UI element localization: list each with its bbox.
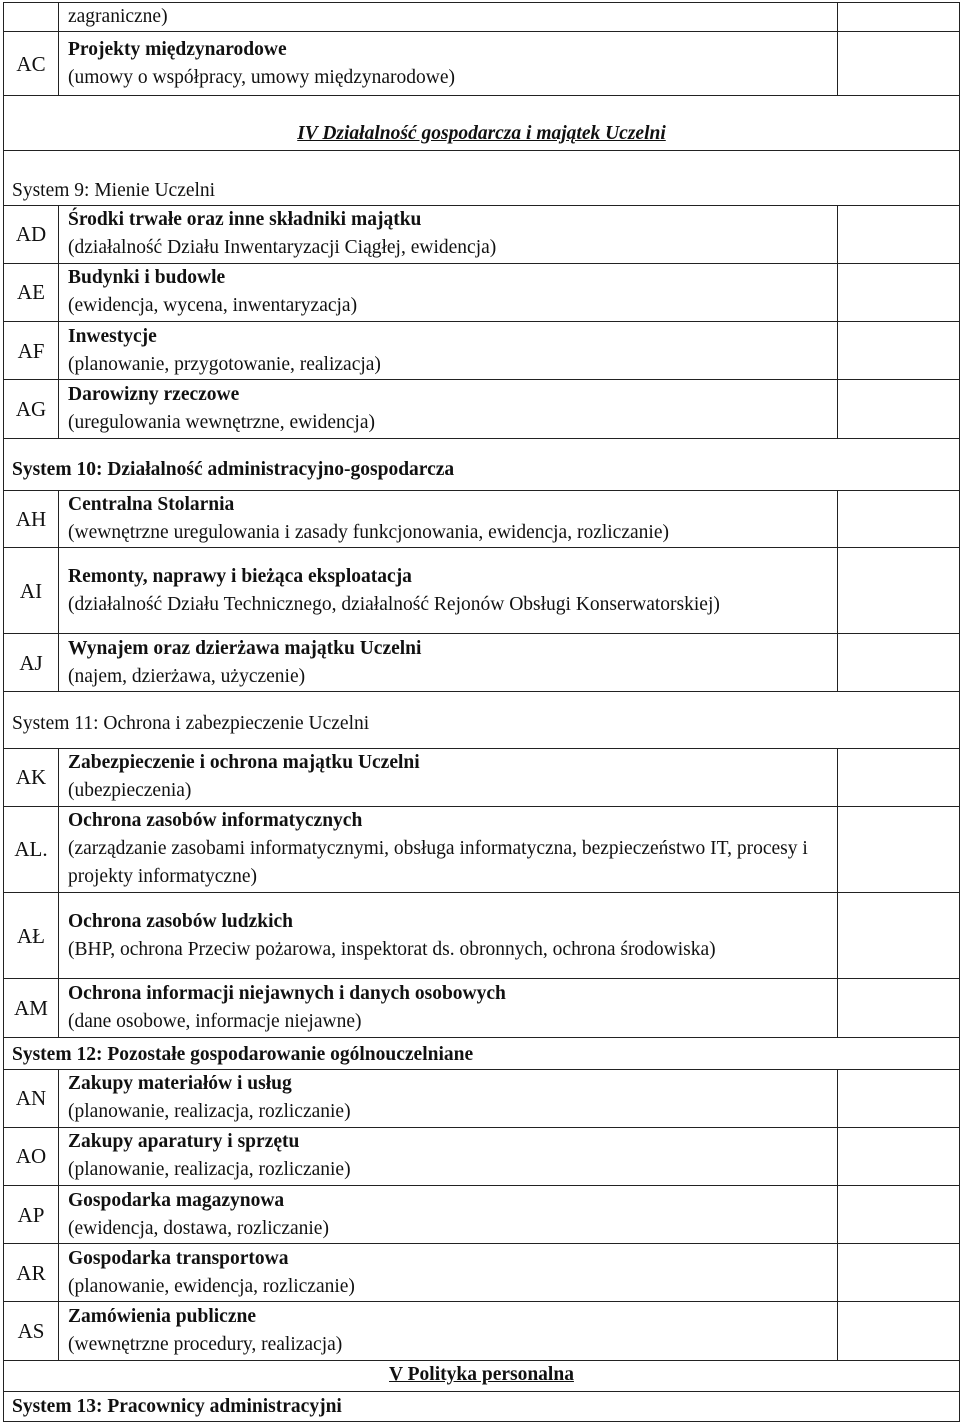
row-description: [59, 490, 838, 547]
system-heading: System 12: Pozostałe gospodarowanie ogólnouczelniane: [4, 1037, 960, 1069]
row-description: [59, 634, 838, 692]
row-detail: (umowy o współpracy, umowy międzynarodowe): [68, 66, 456, 88]
empty-cell: [838, 1391, 960, 1421]
table-row: [4, 1244, 960, 1302]
system-heading: System 13: Pracownicy administracyjni: [4, 1391, 838, 1421]
system-heading: System 9: Mienie Uczelni: [4, 150, 960, 205]
table-row: [4, 263, 960, 321]
row-detail: (uregulowania wewnętrzne, ewidencja): [68, 411, 375, 433]
table-row: [4, 32, 960, 96]
table-row: [4, 1302, 960, 1360]
table-row: [4, 748, 960, 806]
row-name: Ochrona zasobów ludzkich: [68, 910, 294, 932]
table-row: [4, 1186, 960, 1244]
table-row: [4, 893, 960, 979]
row-description: [59, 32, 838, 96]
empty-cell: [838, 3, 960, 32]
row-name: Gospodarka transportowa: [68, 1247, 289, 1269]
table-row: [4, 806, 960, 892]
row-code: AF: [4, 322, 59, 380]
row-description: [59, 893, 838, 979]
row-code: AR: [4, 1244, 59, 1302]
row-detail: (planowanie, ewidencja, rozliczanie): [68, 1275, 355, 1297]
row-description: [59, 1244, 838, 1302]
table-row: [4, 438, 960, 490]
row-detail: (dane osobowe, informacje niejawne): [68, 1010, 362, 1032]
row-detail: (wewnętrzne procedury, realizacja): [68, 1334, 343, 1356]
row-name: Projekty międzynarodowe: [68, 38, 287, 60]
row-code: AL.: [4, 806, 59, 892]
row-description: [59, 748, 838, 806]
table-row: [4, 96, 960, 150]
system-heading: System 11: Ochrona i zabezpieczenie Uczelni: [4, 692, 960, 748]
row-detail: (planowanie, przygotowanie, realizacja): [68, 353, 381, 375]
row-code: AS: [4, 1302, 59, 1360]
row-detail: (działalność Działu Technicznego, działalność Rejonów Obsługi Konserwatorskiej): [68, 593, 720, 615]
empty-cell: [838, 1302, 960, 1360]
table-row: [4, 1037, 960, 1069]
row-detail: (BHP, ochrona Przeciw pożarowa, inspektorat ds. obronnych, ochrona środowiska): [68, 938, 716, 960]
row-detail: (zarządzanie zasobami informatycznymi, obsługa informatyczna, bezpieczeństwo IT, procesy i projekty informatyczne): [68, 838, 808, 888]
table-row: [4, 322, 960, 380]
row-description: [59, 806, 838, 892]
row-detail: (wewnętrzne uregulowania i zasady funkcjonowania, ewidencja, rozliczanie): [68, 521, 669, 543]
empty-cell: [838, 205, 960, 263]
empty-cell: [838, 1127, 960, 1185]
table-row: [4, 1360, 960, 1391]
table-row: [4, 979, 960, 1037]
row-name: Darowizny rzeczowe: [68, 383, 240, 405]
row-code: AH: [4, 490, 59, 547]
table-row: [4, 547, 960, 633]
row-description: [59, 979, 838, 1037]
row-code: AŁ: [4, 893, 59, 979]
row-name: Zakupy aparatury i sprzętu: [68, 1131, 300, 1153]
row-code: AI: [4, 547, 59, 633]
row-description: [59, 205, 838, 263]
row-code: AD: [4, 205, 59, 263]
row-detail: (ewidencja, wycena, inwentaryzacja): [68, 295, 358, 317]
row-code: AJ: [4, 634, 59, 692]
row-detail: (najem, dzierżawa, użyczenie): [68, 665, 306, 687]
table-row: [4, 692, 960, 748]
empty-cell: [838, 32, 960, 96]
row-code: AC: [4, 32, 59, 96]
row-description: [59, 547, 838, 633]
row-code: AO: [4, 1127, 59, 1185]
row-code: AE: [4, 263, 59, 321]
empty-cell: [838, 893, 960, 979]
row-detail: (działalność Działu Inwentaryzacji Ciągłej, ewidencja): [68, 237, 497, 259]
row-description: [59, 1186, 838, 1244]
row-name: Budynki i budowle: [68, 267, 226, 289]
row-name: Inwestycje: [68, 325, 157, 347]
row-name: Centralna Stolarnia: [68, 493, 235, 515]
row-name: Wynajem oraz dzierżawa majątku Uczelni: [68, 637, 422, 659]
row-detail: (planowanie, realizacja, rozliczanie): [68, 1159, 351, 1181]
row-code: AM: [4, 979, 59, 1037]
continuation-text: zagraniczne): [59, 3, 838, 32]
row-name: Zamówienia publiczne: [68, 1306, 256, 1328]
row-name: Zabezpieczenie i ochrona majątku Uczelni: [68, 752, 420, 774]
row-name: Gospodarka magazynowa: [68, 1189, 285, 1211]
code-cell: [4, 3, 59, 32]
table-row: [4, 634, 960, 692]
empty-cell: [838, 979, 960, 1037]
row-description: [59, 1302, 838, 1360]
empty-cell: [838, 490, 960, 547]
row-name: Ochrona zasobów informatycznych: [68, 810, 363, 832]
row-name: Środki trwałe oraz inne składniki majątku: [68, 209, 422, 231]
table-row: [4, 205, 960, 263]
row-detail: (ewidencja, dostawa, rozliczanie): [68, 1217, 329, 1239]
row-code: AP: [4, 1186, 59, 1244]
row-description: [59, 322, 838, 380]
classification-table: [3, 2, 960, 1422]
row-description: [59, 1127, 838, 1185]
empty-cell: [838, 263, 960, 321]
empty-cell: [838, 748, 960, 806]
empty-cell: [838, 547, 960, 633]
row-description: [59, 1069, 838, 1127]
system-heading: System 10: Działalność administracyjno-gospodarcza: [4, 438, 960, 490]
row-description: [59, 263, 838, 321]
table-row: [4, 1391, 960, 1421]
row-name: Remonty, naprawy i bieżąca eksploatacja: [68, 565, 412, 587]
empty-cell: [838, 1244, 960, 1302]
table-row: [4, 1127, 960, 1185]
row-detail: (planowanie, realizacja, rozliczanie): [68, 1101, 351, 1123]
row-detail: (ubezpieczenia): [68, 780, 192, 802]
empty-cell: [838, 1186, 960, 1244]
table-row: [4, 150, 960, 205]
table-row: [4, 3, 960, 32]
empty-cell: [838, 634, 960, 692]
row-code: AN: [4, 1069, 59, 1127]
row-code: AG: [4, 380, 59, 438]
row-name: Ochrona informacji niejawnych i danych osobowych: [68, 982, 506, 1004]
table-row: [4, 380, 960, 438]
row-description: [59, 380, 838, 438]
empty-cell: [838, 1069, 960, 1127]
empty-cell: [838, 806, 960, 892]
row-code: AK: [4, 748, 59, 806]
row-name: Zakupy materiałów i usług: [68, 1073, 292, 1095]
empty-cell: [838, 380, 960, 438]
section-heading: IV Działalność gospodarcza i majątek Uczelni: [4, 96, 960, 150]
table-row: [4, 1069, 960, 1127]
empty-cell: [838, 322, 960, 380]
table-row: [4, 490, 960, 547]
section-heading: V Polityka personalna: [4, 1360, 960, 1391]
